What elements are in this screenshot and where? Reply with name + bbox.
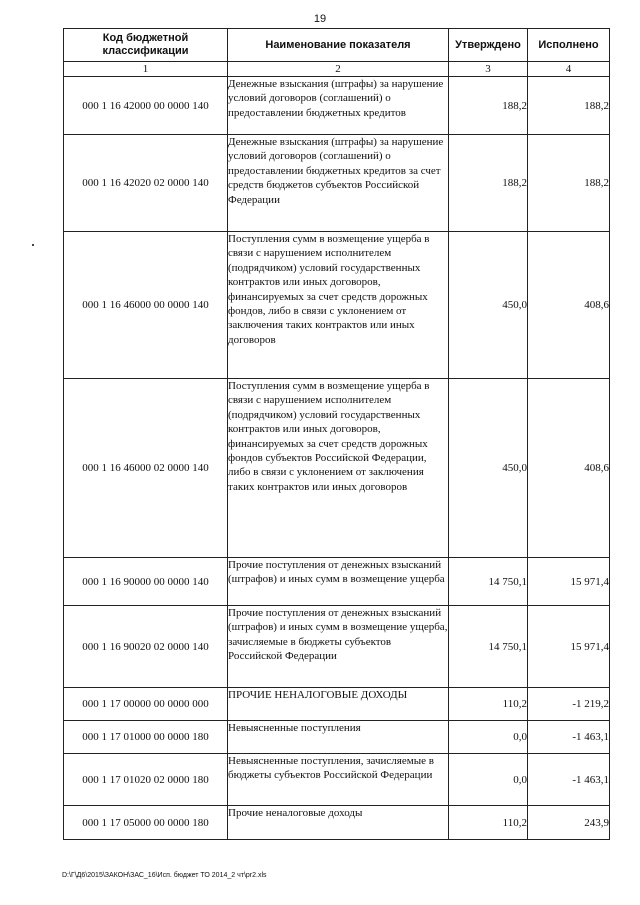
row-approved: 110,2 xyxy=(449,806,528,840)
row-name: Прочие поступления от денежных взысканий (штрафов) и иных сумм в возмещение ущерба xyxy=(228,558,449,606)
row-code: 000 1 17 00000 00 0000 000 xyxy=(64,688,228,721)
table-row xyxy=(64,606,610,688)
row-executed: 188,2 xyxy=(528,135,610,232)
table-row xyxy=(64,688,610,721)
page-number: 19 xyxy=(313,13,327,25)
table-row xyxy=(64,135,610,232)
row-approved: 188,2 xyxy=(449,135,528,232)
row-approved: 0,0 xyxy=(449,754,528,806)
column-number: 1 xyxy=(64,62,228,77)
row-name: Денежные взыскания (штрафы) за нарушение условий договоров (соглашений) о предоставлении бюджетных кредитов xyxy=(228,77,449,135)
table-row xyxy=(64,379,610,558)
header-code: Код бюджетной классификации xyxy=(64,29,228,62)
row-code: 000 1 17 01000 00 0000 180 xyxy=(64,721,228,754)
row-code: 000 1 17 01020 02 0000 180 xyxy=(64,754,228,806)
row-executed: 15 971,4 xyxy=(528,558,610,606)
row-approved: 0,0 xyxy=(449,721,528,754)
row-code: 000 1 16 46000 02 0000 140 xyxy=(64,379,228,558)
row-code: 000 1 16 90020 02 0000 140 xyxy=(64,606,228,688)
row-code: 000 1 17 05000 00 0000 180 xyxy=(64,806,228,840)
row-name: Денежные взыскания (штрафы) за нарушение условий договоров (соглашений) о предоставлении бюджетных кредитов за счет средств бюджетов субъектов Российской Федерации xyxy=(228,135,449,232)
row-name: Прочие поступления от денежных взысканий (штрафов) и иных сумм в возмещение ущерба, зачисляемые в бюджеты субъектов Российской Федерации xyxy=(228,606,449,688)
table-row xyxy=(64,806,610,840)
budget-table xyxy=(63,28,610,840)
row-code: 000 1 16 42020 02 0000 140 xyxy=(64,135,228,232)
table-row xyxy=(64,77,610,135)
row-executed: -1 463,1 xyxy=(528,721,610,754)
row-executed: -1 463,1 xyxy=(528,754,610,806)
row-code: 000 1 16 90000 00 0000 140 xyxy=(64,558,228,606)
column-number: 4 xyxy=(528,62,610,77)
row-executed: 243,9 xyxy=(528,806,610,840)
row-executed: 408,6 xyxy=(528,379,610,558)
row-name: ПРОЧИЕ НЕНАЛОГОВЫЕ ДОХОДЫ xyxy=(228,688,449,721)
column-number: 2 xyxy=(228,62,449,77)
row-approved: 110,2 xyxy=(449,688,528,721)
row-executed: 408,6 xyxy=(528,232,610,379)
row-approved: 14 750,1 xyxy=(449,606,528,688)
row-approved: 450,0 xyxy=(449,232,528,379)
table-row xyxy=(64,558,610,606)
row-approved: 14 750,1 xyxy=(449,558,528,606)
row-name: Прочие неналоговые доходы xyxy=(228,806,449,840)
header-approved: Утверждено xyxy=(449,29,528,62)
row-approved: 188,2 xyxy=(449,77,528,135)
row-code: 000 1 16 42000 00 0000 140 xyxy=(64,77,228,135)
header-name: Наименование показателя xyxy=(228,29,449,62)
row-approved: 450,0 xyxy=(449,379,528,558)
row-executed: 15 971,4 xyxy=(528,606,610,688)
header-row xyxy=(64,29,610,62)
file-path-footer: D:\Г\Д6\2015\ЗАКОН\ЗАС_16\Исп. бюджет ТО 2014_2 чт\pr2.xls xyxy=(62,872,267,879)
column-number: 3 xyxy=(449,62,528,77)
row-name: Поступления сумм в возмещение ущерба в связи с нарушением исполнителем (подрядчиком) условий государственных контрактов или иных договоров, финансируемых за счет средств дорожных фондов, либо в связи с уклонением от заключения таких контрактов или иных договоров xyxy=(228,232,449,379)
column-number-row xyxy=(64,62,610,77)
margin-dot xyxy=(32,244,34,246)
row-executed: -1 219,2 xyxy=(528,688,610,721)
row-executed: 188,2 xyxy=(528,77,610,135)
row-name: Невыясненные поступления, зачисляемые в бюджеты субъектов Российской Федерации xyxy=(228,754,449,806)
row-code: 000 1 16 46000 00 0000 140 xyxy=(64,232,228,379)
table-row xyxy=(64,721,610,754)
table-row xyxy=(64,754,610,806)
header-executed: Исполнено xyxy=(528,29,610,62)
row-name: Поступления сумм в возмещение ущерба в связи с нарушением исполнителем (подрядчиком) условий государственных контрактов или иных договоров, финансируемых за счет средств дорожных фондов субъектов Российской Федерации, либо в связи с уклонением от заключения таких контрактов или иных договоров xyxy=(228,379,449,558)
row-name: Невыясненные поступления xyxy=(228,721,449,754)
table-row xyxy=(64,232,610,379)
